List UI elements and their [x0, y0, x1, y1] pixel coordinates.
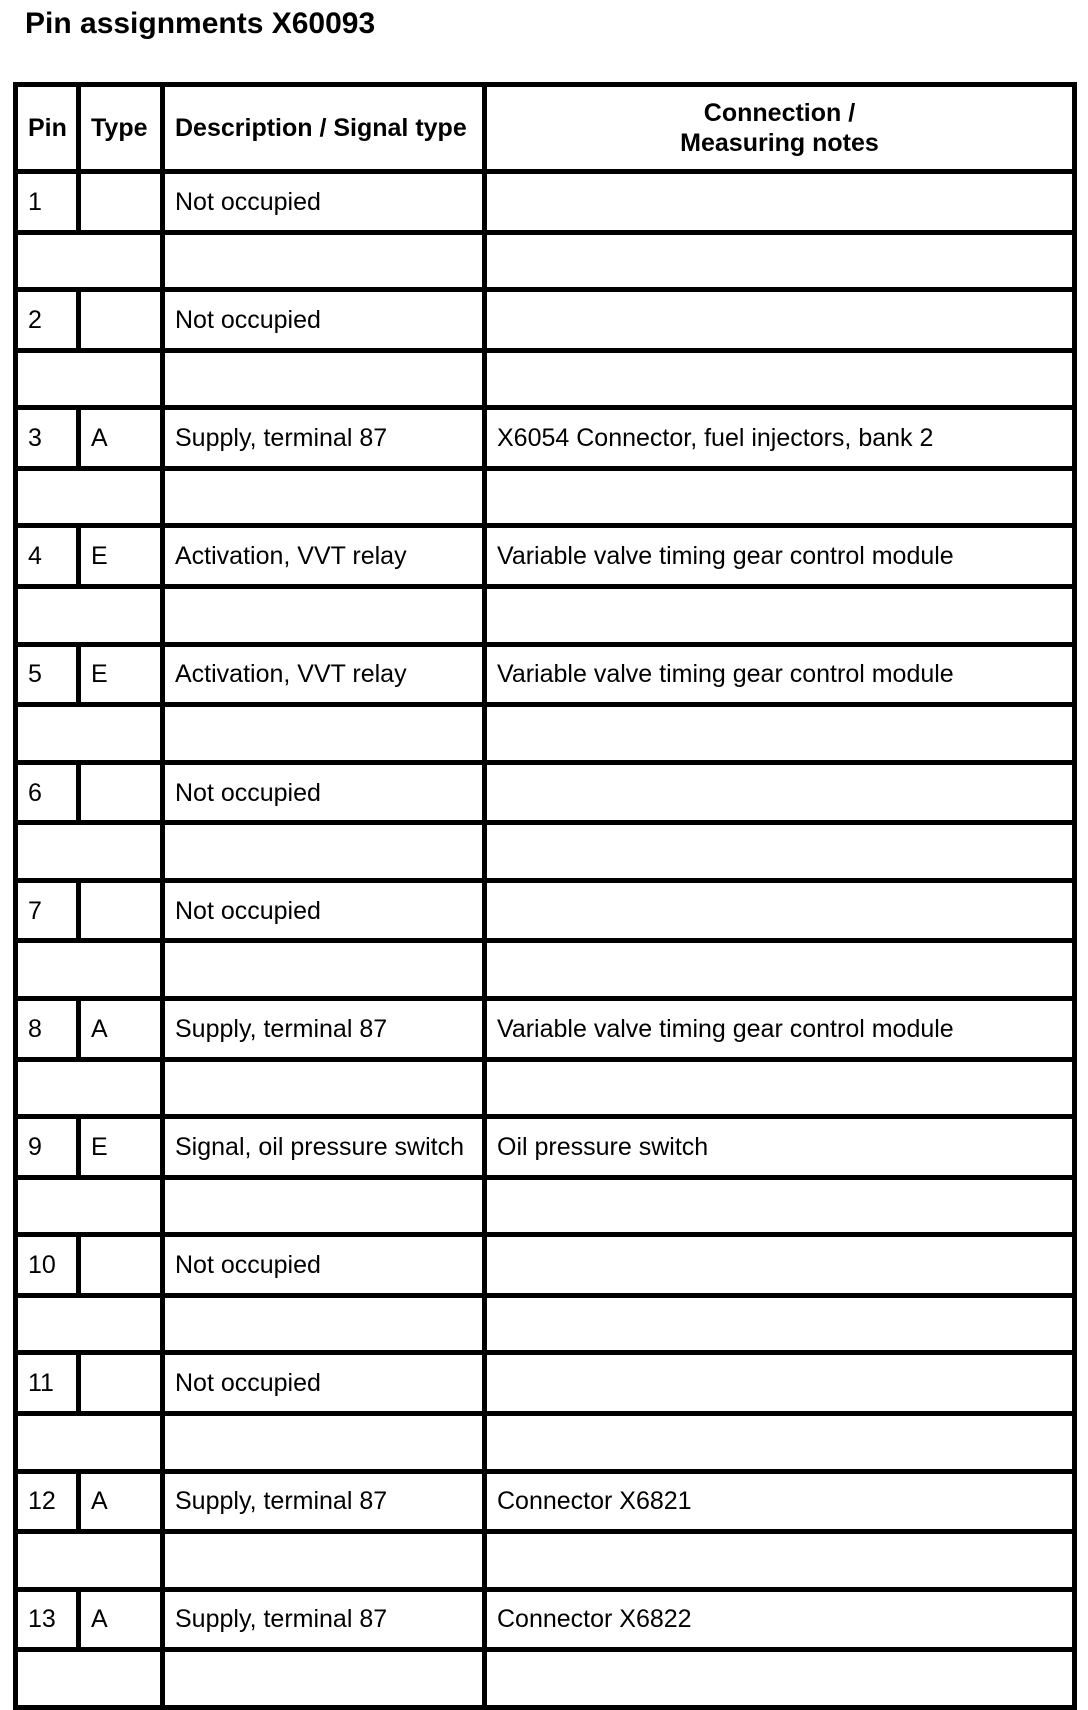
pin-cell: 4 [16, 526, 79, 587]
pin-cell: 6 [16, 762, 79, 823]
pin-cell: 3 [16, 408, 79, 469]
description-cell: Not occupied [163, 1235, 485, 1296]
empty-cell [16, 1414, 163, 1472]
empty-cell [485, 1059, 1075, 1117]
empty-cell [485, 1295, 1075, 1353]
empty-cell [163, 468, 485, 526]
description-cell: Supply, terminal 87 [163, 1589, 485, 1650]
empty-cell [485, 1650, 1075, 1708]
empty-cell [16, 823, 163, 881]
pin-cell: 9 [16, 1117, 79, 1178]
column-header-connection [485, 85, 1075, 172]
type-cell: E [79, 1117, 163, 1178]
connection-cell [485, 880, 1075, 941]
empty-cell [485, 587, 1075, 645]
empty-cell [163, 823, 485, 881]
empty-cell [163, 705, 485, 763]
spacer-row [16, 232, 1075, 290]
empty-cell [485, 823, 1075, 881]
spacer-row [16, 1059, 1075, 1117]
page-title: Pin assignments X60093 [25, 7, 376, 40]
description-cell: Supply, terminal 87 [163, 408, 485, 469]
column-header-pin: Pin [16, 85, 79, 172]
pin-cell: 1 [16, 172, 79, 233]
table-row [16, 1471, 1075, 1532]
table-row [16, 1353, 1075, 1414]
description-cell: Signal, oil pressure switch [163, 1117, 485, 1178]
description-cell: Not occupied [163, 172, 485, 233]
table-row [16, 880, 1075, 941]
table-row [16, 644, 1075, 705]
spacer-row [16, 1650, 1075, 1708]
connection-cell: Variable valve timing gear control module [485, 998, 1075, 1059]
description-cell: Not occupied [163, 880, 485, 941]
type-cell [79, 1235, 163, 1296]
table-row [16, 762, 1075, 823]
description-cell: Not occupied [163, 1353, 485, 1414]
type-cell: E [79, 644, 163, 705]
empty-cell [163, 1177, 485, 1235]
connection-cell: Connector X6821 [485, 1471, 1075, 1532]
empty-cell [163, 1414, 485, 1472]
type-cell [79, 172, 163, 233]
connection-cell: Variable valve timing gear control module [485, 644, 1075, 705]
spacer-row [16, 1177, 1075, 1235]
column-header-description: Description / Signal type [163, 85, 485, 172]
empty-cell [485, 1177, 1075, 1235]
empty-cell [485, 1414, 1075, 1472]
empty-cell [485, 232, 1075, 290]
table-row [16, 172, 1075, 233]
empty-cell [16, 1532, 163, 1590]
empty-cell [16, 705, 163, 763]
spacer-row [16, 587, 1075, 645]
pin-cell: 8 [16, 998, 79, 1059]
pin-cell: 10 [16, 1235, 79, 1296]
empty-cell [485, 705, 1075, 763]
empty-cell [163, 1532, 485, 1590]
empty-cell [163, 1295, 485, 1353]
empty-cell [16, 1295, 163, 1353]
empty-cell [485, 350, 1075, 408]
column-header-connection-line1: Connection / [703, 99, 856, 127]
empty-cell [16, 587, 163, 645]
connection-cell: X6054 Connector, fuel injectors, bank 2 [485, 408, 1075, 469]
empty-cell [485, 468, 1075, 526]
connection-cell [485, 1235, 1075, 1296]
pin-rows [16, 172, 1075, 1708]
empty-cell [163, 350, 485, 408]
empty-cell [163, 232, 485, 290]
empty-cell [163, 941, 485, 999]
connection-cell [485, 762, 1075, 823]
spacer-row [16, 823, 1075, 881]
spacer-row [16, 1414, 1075, 1472]
connection-cell [485, 172, 1075, 233]
type-cell: E [79, 526, 163, 587]
empty-cell [16, 941, 163, 999]
empty-cell [163, 587, 485, 645]
table-row [16, 408, 1075, 469]
type-cell [79, 290, 163, 351]
empty-cell [16, 350, 163, 408]
spacer-row [16, 941, 1075, 999]
spacer-row [16, 1532, 1075, 1590]
empty-cell [16, 468, 163, 526]
spacer-row [16, 1295, 1075, 1353]
table-row [16, 1589, 1075, 1650]
type-cell [79, 1353, 163, 1414]
pin-cell: 12 [16, 1471, 79, 1532]
empty-cell [163, 1650, 485, 1708]
connection-cell: Oil pressure switch [485, 1117, 1075, 1178]
pin-cell: 5 [16, 644, 79, 705]
type-cell: A [79, 408, 163, 469]
connection-cell: Connector X6822 [485, 1589, 1075, 1650]
pin-cell: 11 [16, 1353, 79, 1414]
table-row [16, 526, 1075, 587]
type-cell: A [79, 1471, 163, 1532]
type-cell [79, 762, 163, 823]
table-row [16, 998, 1075, 1059]
column-header-type: Type [79, 85, 163, 172]
description-cell: Activation, VVT relay [163, 644, 485, 705]
description-cell: Activation, VVT relay [163, 526, 485, 587]
pin-cell: 2 [16, 290, 79, 351]
table-row [16, 1117, 1075, 1178]
pin-cell: 7 [16, 880, 79, 941]
connection-cell: Variable valve timing gear control module [485, 526, 1075, 587]
header-row [16, 85, 1075, 172]
empty-cell [16, 1177, 163, 1235]
empty-cell [16, 1059, 163, 1117]
pin-cell: 13 [16, 1589, 79, 1650]
pin-assignment-table [13, 82, 1077, 1710]
empty-cell [16, 1650, 163, 1708]
description-cell: Not occupied [163, 290, 485, 351]
spacer-row [16, 468, 1075, 526]
empty-cell [485, 1532, 1075, 1590]
description-cell: Supply, terminal 87 [163, 1471, 485, 1532]
spacer-row [16, 705, 1075, 763]
connection-cell [485, 290, 1075, 351]
table-row [16, 290, 1075, 351]
connection-cell [485, 1353, 1075, 1414]
table-row [16, 1235, 1075, 1296]
empty-cell [485, 941, 1075, 999]
description-cell: Supply, terminal 87 [163, 998, 485, 1059]
spacer-row [16, 350, 1075, 408]
empty-cell [163, 1059, 485, 1117]
type-cell: A [79, 998, 163, 1059]
column-header-connection-line2: Measuring notes [680, 129, 879, 157]
empty-cell [16, 232, 163, 290]
type-cell: A [79, 1589, 163, 1650]
type-cell [79, 880, 163, 941]
description-cell: Not occupied [163, 762, 485, 823]
